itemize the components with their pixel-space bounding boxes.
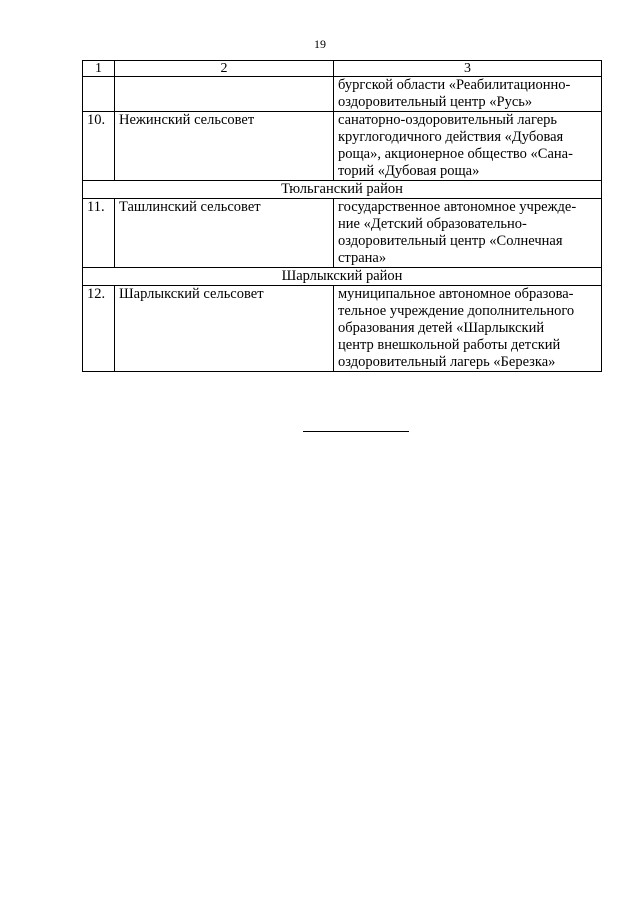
district-row [83,181,602,199]
facility-line: оздоровительный центр «Солнечная [338,233,563,249]
facility-line: бургской области «Реабилитационно- [338,77,571,93]
settlement-name [115,77,334,112]
row-number: 10. [83,112,115,181]
page-number: 19 [314,37,326,51]
district-row [83,268,602,286]
facility-line: страна» [338,250,387,266]
row-number: 12. [83,286,115,372]
table-row [83,112,602,181]
table-row [83,199,602,268]
facility-line: государственное автономное учрежде- [338,199,577,215]
header-col-3: 3 [334,61,602,77]
row-number [83,77,115,112]
facility-line: муниципальное автономное образова- [338,286,574,302]
facility-description [334,199,602,268]
separator-line [303,431,409,432]
settlement-name: Нежинский сельсовет [115,112,334,181]
header-col-2: 2 [115,61,334,77]
facility-description [334,286,602,372]
facilities-table [82,60,602,372]
facility-line: ние «Детский образовательно- [338,216,527,232]
facility-line: торий «Дубовая роща» [338,163,480,179]
facility-line: санаторно-оздоровительный лагерь [338,112,558,128]
table-row [83,77,602,112]
facility-line: образования детей «Шарлыкский [338,320,545,336]
facility-line: роща», акционерное общество «Сана- [338,146,573,162]
district-title: Шарлыкский район [83,268,602,286]
facility-line: круглогодичного действия «Дубовая [338,129,564,145]
row-number: 11. [83,199,115,268]
table-header-row [83,61,602,77]
facility-line: центр внешкольной работы детский [338,337,561,353]
facility-line: тельное учреждение дополнительного [338,303,575,319]
table-row [83,286,602,372]
facility-description [334,77,602,112]
facility-description [334,112,602,181]
facility-line: оздоровительный центр «Русь» [338,94,533,110]
facility-line: оздоровительный лагерь «Березка» [338,354,556,370]
district-title: Тюльганский район [83,181,602,199]
header-col-1: 1 [83,61,115,77]
settlement-name: Шарлыкский сельсовет [115,286,334,372]
settlement-name: Ташлинский сельсовет [115,199,334,268]
